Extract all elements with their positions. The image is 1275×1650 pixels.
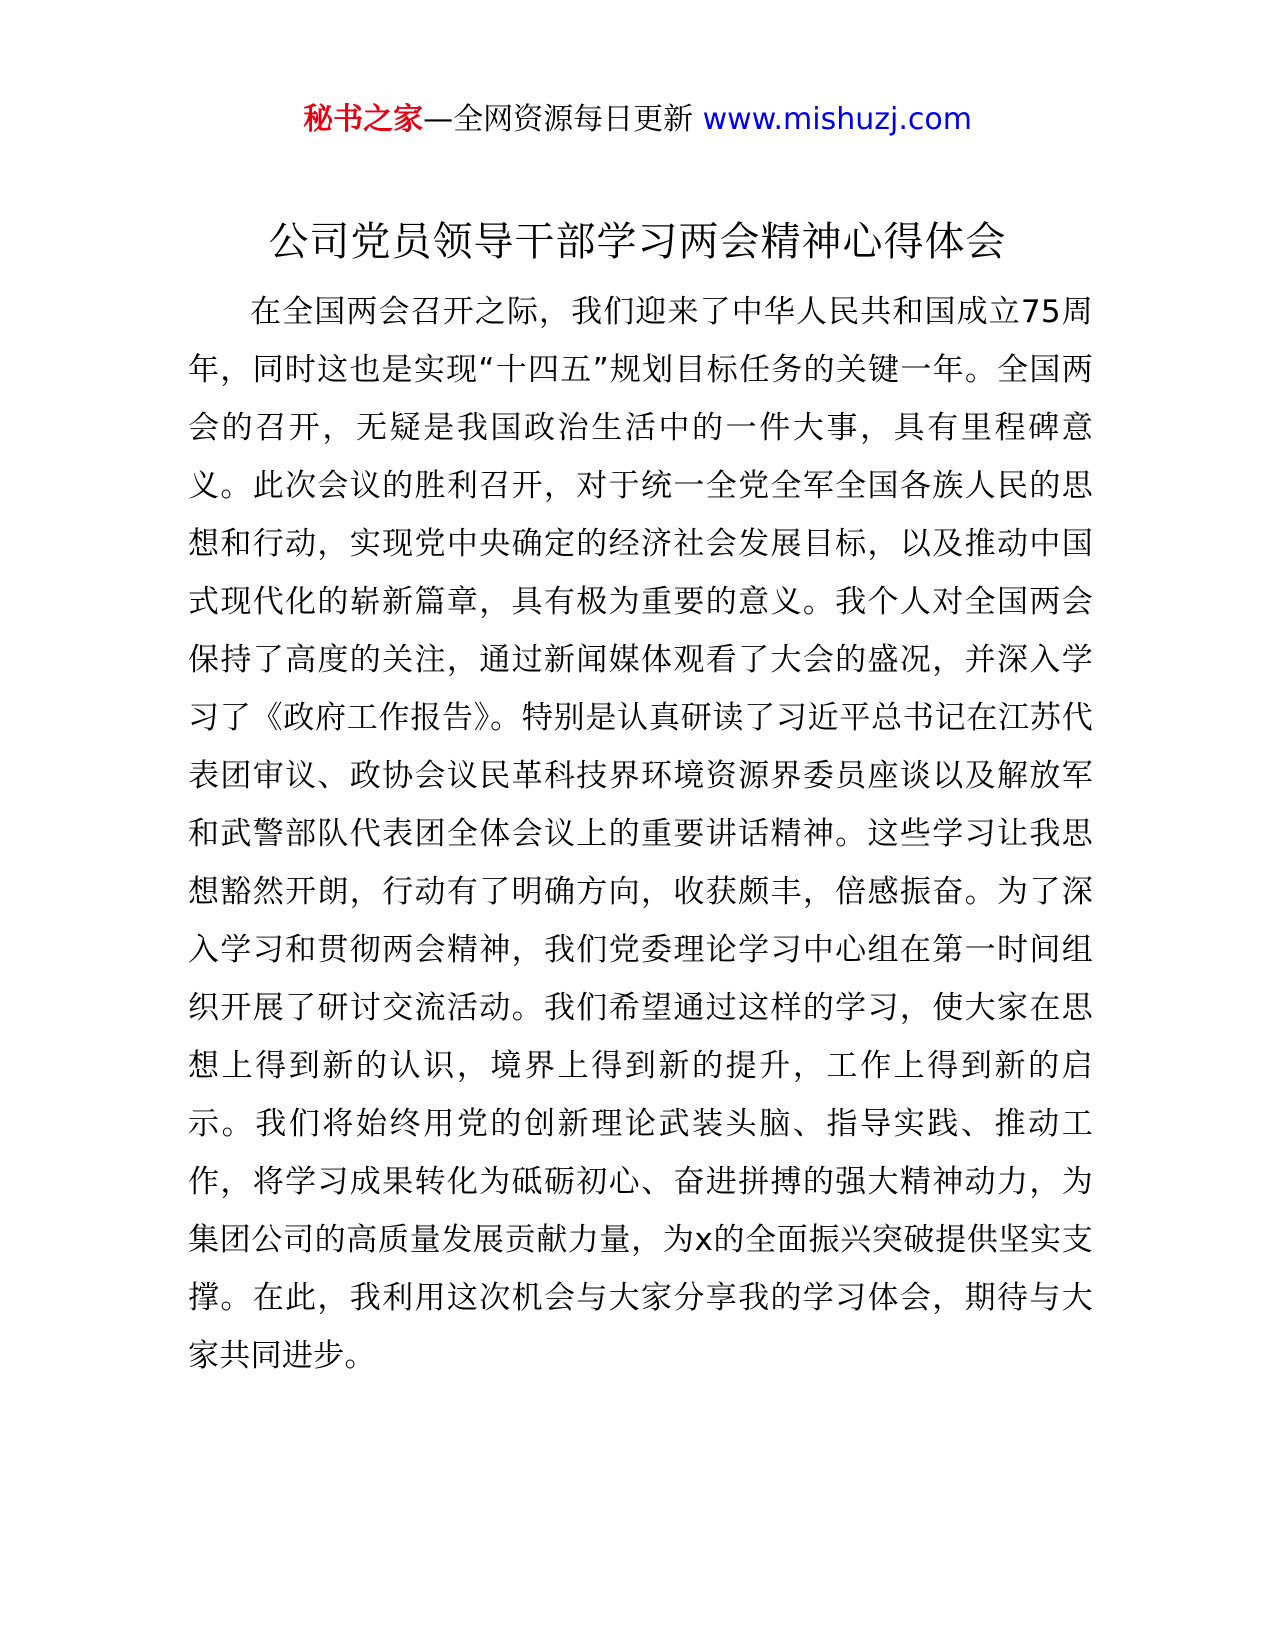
site-slogan: —全网资源每日更新 (423, 102, 694, 137)
site-url-link[interactable]: www.mishuzj.com (702, 102, 972, 137)
site-header (0, 98, 1275, 142)
document-title: 公司党员领导干部学习两会精神心得体会 (268, 219, 1007, 265)
body-paragraph: 在全国两会召开之际，我们迎来了中华人民共和国成立75周年，同时这也是实现“十四五”规划目标任务的关键一年。全国两会的召开，无疑是我国政治生活中的一件大事，具有里程碑意义。此次会议的胜利召开，对于统一全党全军全国各族人民的思想和行动，实现党中央确定的经济社会发展目标，以及推动中国式现代化的崭新篇章，具有极为重要的意义。我个人对全国两会保持了高度的关注，通过新闻媒体观看了大会的盛况，并深入学习了《政府工作报告》。特别是认真研读了习近平总书记在江苏代表团审议、政协会议民革科技界环境资源界委员座谈以及解放军和武警部队代表团全体会议上的重要讲话精神。这些学习让我思想豁然开朗，行动有了明确方向，收获颇丰，倍感振奋。为了深入学习和贯彻两会精神，我们党委理论学习中心组在第一时间组织开展了研讨交流活动。我们希望通过这样的学习，使大家在思想上得到新的认识，境界上得到新的提升，工作上得到新的启示。我们将始终用党的创新理论武装头脑、指导实践、推动工作，将学习成果转化为砥砺初心、奋进拼搏的强大精神动力，为集团公司的高质量发展贡献力量，为x的全面振兴突破提供坚实支撑。在此，我利用这次机会与大家分享我的学习体会，期待与大家共同进步。 (188, 294, 1093, 1374)
site-brand: 秘书之家 (303, 102, 424, 137)
